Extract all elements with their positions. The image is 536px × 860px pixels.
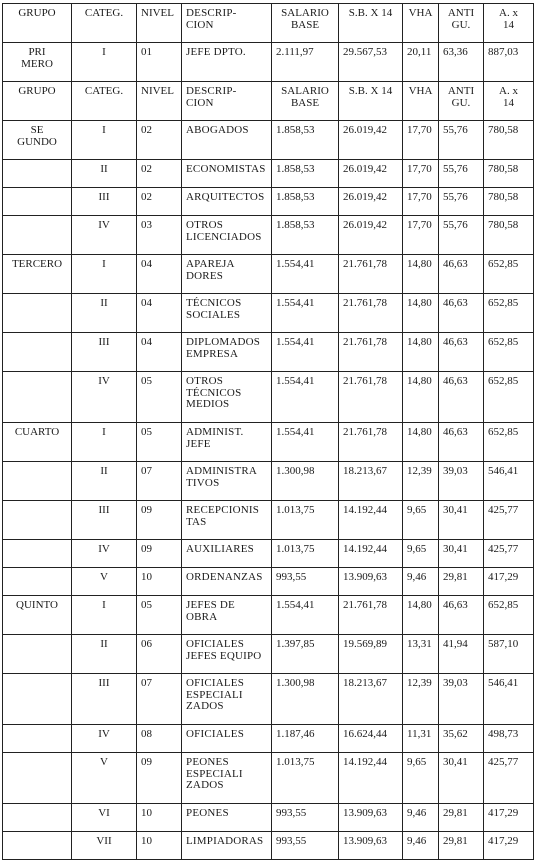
cell-sb-x14: 16.624,44 <box>339 725 403 753</box>
salary-table-document <box>2 3 534 860</box>
cell-vha: 14,80 <box>403 333 439 372</box>
cell-descripcion: ECONOMISTAS <box>182 160 272 188</box>
cell-vha: 20,11 <box>403 43 439 82</box>
cell-nivel: 10 <box>137 568 182 596</box>
cell-grupo: QUINTO <box>3 596 72 635</box>
cell-categ: I <box>72 121 137 160</box>
table-row <box>3 121 534 160</box>
cell-a-x14: 652,85 <box>484 294 534 333</box>
cell-nivel: 01 <box>137 43 182 82</box>
cell-descripcion: LIMPIADORAS <box>182 832 272 860</box>
cell-a-x14: 780,58 <box>484 160 534 188</box>
cell-vha: 14,80 <box>403 423 439 462</box>
cell-grupo <box>3 832 72 860</box>
cell-sb-x14: 26.019,42 <box>339 121 403 160</box>
cell-a-x14: 425,77 <box>484 540 534 568</box>
cell-salario-base: 993,55 <box>272 832 339 860</box>
cell-sb-x14: 26.019,42 <box>339 160 403 188</box>
cell-a-x14: 425,77 <box>484 753 534 804</box>
header-categ: CATEG. <box>72 4 137 43</box>
cell-nivel: 05 <box>137 596 182 635</box>
cell-salario-base: 1.013,75 <box>272 501 339 540</box>
cell-nivel: 02 <box>137 188 182 216</box>
cell-a-x14: 780,58 <box>484 216 534 255</box>
cell-descripcion: ARQUITECTOS <box>182 188 272 216</box>
cell-salario-base: 1.858,53 <box>272 121 339 160</box>
header-a-x14: A. x 14 <box>484 4 534 43</box>
cell-grupo <box>3 216 72 255</box>
cell-vha: 9,65 <box>403 501 439 540</box>
cell-a-x14: 425,77 <box>484 501 534 540</box>
table-row <box>3 188 534 216</box>
cell-nivel: 07 <box>137 462 182 501</box>
cell-nivel: 04 <box>137 333 182 372</box>
cell-vha: 14,80 <box>403 255 439 294</box>
table-row <box>3 540 534 568</box>
cell-descripcion: DIPLOMADOS EMPRESA <box>182 333 272 372</box>
cell-antigu: 55,76 <box>439 216 484 255</box>
cell-vha: 9,65 <box>403 540 439 568</box>
cell-a-x14: 417,29 <box>484 832 534 860</box>
cell-antigu: 55,76 <box>439 160 484 188</box>
table-row <box>3 568 534 596</box>
table-row <box>3 635 534 674</box>
cell-grupo <box>3 501 72 540</box>
cell-a-x14: 780,58 <box>484 188 534 216</box>
cell-categ: IV <box>72 372 137 423</box>
header-nivel: NIVEL <box>137 82 182 121</box>
cell-sb-x14: 29.567,53 <box>339 43 403 82</box>
cell-salario-base: 1.554,41 <box>272 423 339 462</box>
cell-salario-base: 993,55 <box>272 804 339 832</box>
cell-antigu: 30,41 <box>439 753 484 804</box>
cell-nivel: 10 <box>137 832 182 860</box>
cell-descripcion: OFICIALES JEFES EQUIPO <box>182 635 272 674</box>
cell-sb-x14: 14.192,44 <box>339 540 403 568</box>
table-row <box>3 43 534 82</box>
cell-grupo <box>3 188 72 216</box>
cell-categ: V <box>72 568 137 596</box>
cell-vha: 13,31 <box>403 635 439 674</box>
header-descripcion: DESCRIP- CION <box>182 4 272 43</box>
table-row <box>3 255 534 294</box>
cell-salario-base: 1.300,98 <box>272 462 339 501</box>
cell-sb-x14: 18.213,67 <box>339 674 403 725</box>
cell-grupo <box>3 540 72 568</box>
cell-sb-x14: 19.569,89 <box>339 635 403 674</box>
cell-grupo <box>3 674 72 725</box>
cell-categ: IV <box>72 216 137 255</box>
cell-nivel: 04 <box>137 294 182 333</box>
cell-categ: I <box>72 43 137 82</box>
cell-sb-x14: 13.909,63 <box>339 804 403 832</box>
cell-salario-base: 1.554,41 <box>272 372 339 423</box>
cell-vha: 17,70 <box>403 160 439 188</box>
cell-vha: 9,46 <box>403 804 439 832</box>
cell-salario-base: 2.111,97 <box>272 43 339 82</box>
cell-antigu: 46,63 <box>439 255 484 294</box>
cell-nivel: 08 <box>137 725 182 753</box>
cell-a-x14: 546,41 <box>484 462 534 501</box>
cell-vha: 17,70 <box>403 188 439 216</box>
cell-categ: I <box>72 255 137 294</box>
cell-descripcion: OFICIALES ESPECIALI ZADOS <box>182 674 272 725</box>
cell-categ: VI <box>72 804 137 832</box>
cell-sb-x14: 21.761,78 <box>339 333 403 372</box>
cell-salario-base: 1.187,46 <box>272 725 339 753</box>
cell-salario-base: 1.858,53 <box>272 188 339 216</box>
cell-salario-base: 1.858,53 <box>272 216 339 255</box>
cell-vha: 14,80 <box>403 596 439 635</box>
cell-grupo <box>3 294 72 333</box>
cell-categ: IV <box>72 725 137 753</box>
cell-descripcion: ORDENANZAS <box>182 568 272 596</box>
table-row <box>3 832 534 860</box>
header-sb-x14: S.B. X 14 <box>339 82 403 121</box>
cell-categ: III <box>72 333 137 372</box>
header-antigu: ANTI GU. <box>439 4 484 43</box>
header-categ: CATEG. <box>72 82 137 121</box>
cell-salario-base: 1.397,85 <box>272 635 339 674</box>
header-antigu: ANTI GU. <box>439 82 484 121</box>
cell-sb-x14: 21.761,78 <box>339 255 403 294</box>
cell-descripcion: AUXILIARES <box>182 540 272 568</box>
cell-descripcion: APAREJA DORES <box>182 255 272 294</box>
cell-nivel: 09 <box>137 501 182 540</box>
cell-grupo <box>3 753 72 804</box>
cell-grupo <box>3 635 72 674</box>
cell-vha: 14,80 <box>403 372 439 423</box>
header-vha: VHA <box>403 4 439 43</box>
cell-descripcion: TÉCNICOS SOCIALES <box>182 294 272 333</box>
cell-sb-x14: 21.761,78 <box>339 372 403 423</box>
header-row-repeat <box>3 82 534 121</box>
cell-categ: III <box>72 188 137 216</box>
cell-grupo <box>3 372 72 423</box>
cell-antigu: 39,03 <box>439 462 484 501</box>
cell-categ: IV <box>72 540 137 568</box>
header-grupo: GRUPO <box>3 4 72 43</box>
cell-descripcion: JEFES DE OBRA <box>182 596 272 635</box>
cell-descripcion: JEFE DPTO. <box>182 43 272 82</box>
cell-antigu: 46,63 <box>439 423 484 462</box>
cell-antigu: 29,81 <box>439 568 484 596</box>
cell-vha: 12,39 <box>403 462 439 501</box>
cell-categ: III <box>72 501 137 540</box>
cell-antigu: 55,76 <box>439 121 484 160</box>
cell-salario-base: 1.554,41 <box>272 333 339 372</box>
cell-antigu: 29,81 <box>439 804 484 832</box>
cell-categ: II <box>72 635 137 674</box>
table-row <box>3 674 534 725</box>
cell-vha: 9,46 <box>403 568 439 596</box>
cell-sb-x14: 21.761,78 <box>339 596 403 635</box>
cell-descripcion: ABOGADOS <box>182 121 272 160</box>
cell-antigu: 41,94 <box>439 635 484 674</box>
cell-nivel: 10 <box>137 804 182 832</box>
cell-descripcion: PEONES <box>182 804 272 832</box>
cell-nivel: 09 <box>137 753 182 804</box>
cell-antigu: 29,81 <box>439 832 484 860</box>
cell-grupo: CUARTO <box>3 423 72 462</box>
cell-antigu: 63,36 <box>439 43 484 82</box>
cell-antigu: 30,41 <box>439 501 484 540</box>
cell-a-x14: 780,58 <box>484 121 534 160</box>
cell-descripcion: PEONES ESPECIALI ZADOS <box>182 753 272 804</box>
cell-a-x14: 652,85 <box>484 423 534 462</box>
table-row <box>3 596 534 635</box>
cell-vha: 12,39 <box>403 674 439 725</box>
cell-vha: 9,46 <box>403 832 439 860</box>
table-row <box>3 160 534 188</box>
cell-a-x14: 887,03 <box>484 43 534 82</box>
cell-a-x14: 417,29 <box>484 568 534 596</box>
table-row <box>3 462 534 501</box>
table-row <box>3 501 534 540</box>
header-vha: VHA <box>403 82 439 121</box>
cell-antigu: 46,63 <box>439 596 484 635</box>
cell-sb-x14: 14.192,44 <box>339 753 403 804</box>
cell-categ: I <box>72 423 137 462</box>
cell-salario-base: 1.013,75 <box>272 540 339 568</box>
cell-nivel: 02 <box>137 121 182 160</box>
cell-vha: 14,80 <box>403 294 439 333</box>
cell-categ: II <box>72 462 137 501</box>
cell-grupo <box>3 333 72 372</box>
cell-categ: II <box>72 160 137 188</box>
cell-nivel: 02 <box>137 160 182 188</box>
cell-sb-x14: 14.192,44 <box>339 501 403 540</box>
cell-grupo <box>3 462 72 501</box>
cell-vha: 11,31 <box>403 725 439 753</box>
cell-grupo <box>3 725 72 753</box>
cell-sb-x14: 26.019,42 <box>339 188 403 216</box>
cell-sb-x14: 18.213,67 <box>339 462 403 501</box>
cell-categ: VII <box>72 832 137 860</box>
cell-a-x14: 652,85 <box>484 372 534 423</box>
cell-salario-base: 1.554,41 <box>272 596 339 635</box>
cell-vha: 9,65 <box>403 753 439 804</box>
cell-a-x14: 652,85 <box>484 596 534 635</box>
cell-sb-x14: 26.019,42 <box>339 216 403 255</box>
salary-table <box>2 3 534 860</box>
table-row <box>3 753 534 804</box>
cell-nivel: 04 <box>137 255 182 294</box>
cell-vha: 17,70 <box>403 216 439 255</box>
header-grupo: GRUPO <box>3 82 72 121</box>
cell-sb-x14: 21.761,78 <box>339 294 403 333</box>
cell-descripcion: RECEPCIONIS TAS <box>182 501 272 540</box>
cell-grupo <box>3 568 72 596</box>
table-row <box>3 423 534 462</box>
cell-categ: II <box>72 294 137 333</box>
cell-salario-base: 1.013,75 <box>272 753 339 804</box>
cell-a-x14: 587,10 <box>484 635 534 674</box>
cell-categ: I <box>72 596 137 635</box>
cell-descripcion: ADMINIST. JEFE <box>182 423 272 462</box>
header-sb-x14: S.B. X 14 <box>339 4 403 43</box>
cell-nivel: 05 <box>137 372 182 423</box>
cell-nivel: 09 <box>137 540 182 568</box>
cell-descripcion: OTROS TÉCNICOS MEDIOS <box>182 372 272 423</box>
cell-nivel: 03 <box>137 216 182 255</box>
cell-a-x14: 498,73 <box>484 725 534 753</box>
cell-descripcion: OTROS LICENCIADOS <box>182 216 272 255</box>
cell-a-x14: 652,85 <box>484 333 534 372</box>
cell-grupo <box>3 804 72 832</box>
cell-antigu: 46,63 <box>439 333 484 372</box>
cell-a-x14: 546,41 <box>484 674 534 725</box>
table-row <box>3 333 534 372</box>
cell-antigu: 46,63 <box>439 294 484 333</box>
cell-salario-base: 1.300,98 <box>272 674 339 725</box>
salary-table-body <box>3 4 534 860</box>
table-row <box>3 216 534 255</box>
cell-vha: 17,70 <box>403 121 439 160</box>
cell-antigu: 30,41 <box>439 540 484 568</box>
cell-salario-base: 1.858,53 <box>272 160 339 188</box>
header-nivel: NIVEL <box>137 4 182 43</box>
cell-grupo: SE GUNDO <box>3 121 72 160</box>
cell-antigu: 55,76 <box>439 188 484 216</box>
cell-a-x14: 417,29 <box>484 804 534 832</box>
cell-categ: III <box>72 674 137 725</box>
table-row <box>3 294 534 333</box>
cell-nivel: 07 <box>137 674 182 725</box>
table-row <box>3 725 534 753</box>
cell-grupo: TERCERO <box>3 255 72 294</box>
cell-antigu: 46,63 <box>439 372 484 423</box>
cell-salario-base: 1.554,41 <box>272 255 339 294</box>
cell-descripcion: OFICIALES <box>182 725 272 753</box>
cell-antigu: 39,03 <box>439 674 484 725</box>
header-a-x14: A. x 14 <box>484 82 534 121</box>
header-row <box>3 4 534 43</box>
cell-salario-base: 1.554,41 <box>272 294 339 333</box>
cell-antigu: 35,62 <box>439 725 484 753</box>
table-row <box>3 372 534 423</box>
cell-nivel: 05 <box>137 423 182 462</box>
cell-nivel: 06 <box>137 635 182 674</box>
cell-grupo: PRI MERO <box>3 43 72 82</box>
header-salario-base: SALARIO BASE <box>272 82 339 121</box>
cell-a-x14: 652,85 <box>484 255 534 294</box>
cell-descripcion: ADMINISTRA TIVOS <box>182 462 272 501</box>
header-descripcion: DESCRIP- CION <box>182 82 272 121</box>
header-salario-base: SALARIO BASE <box>272 4 339 43</box>
cell-sb-x14: 13.909,63 <box>339 568 403 596</box>
cell-sb-x14: 13.909,63 <box>339 832 403 860</box>
cell-salario-base: 993,55 <box>272 568 339 596</box>
cell-sb-x14: 21.761,78 <box>339 423 403 462</box>
cell-categ: V <box>72 753 137 804</box>
table-row <box>3 804 534 832</box>
cell-grupo <box>3 160 72 188</box>
